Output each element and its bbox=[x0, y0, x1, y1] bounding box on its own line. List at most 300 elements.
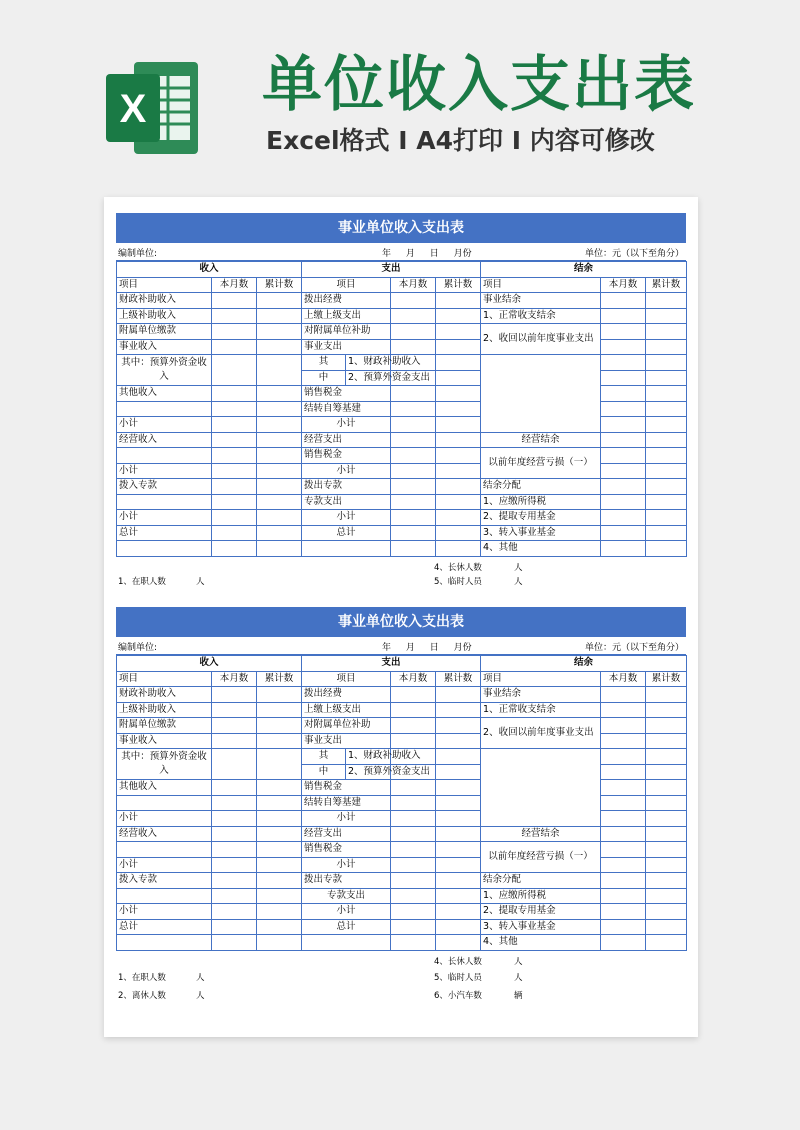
cell[interactable] bbox=[212, 795, 257, 811]
cell[interactable] bbox=[436, 749, 481, 765]
cell[interactable] bbox=[212, 687, 257, 703]
balance-item: 以前年度经营亏损（一） bbox=[481, 842, 601, 873]
footer-staff: 1、在职人数 bbox=[118, 576, 166, 587]
cell[interactable] bbox=[436, 386, 481, 402]
cell[interactable] bbox=[646, 541, 687, 557]
cell[interactable] bbox=[436, 401, 481, 417]
income-item bbox=[117, 842, 212, 858]
balance-item: 以前年度经营亏损（一） bbox=[481, 448, 601, 479]
cell[interactable] bbox=[391, 479, 436, 495]
balance-item: 结余分配 bbox=[481, 873, 601, 889]
expense-item: 小计 bbox=[302, 417, 391, 433]
cell[interactable] bbox=[601, 386, 646, 402]
cell[interactable] bbox=[212, 733, 257, 749]
cell[interactable] bbox=[646, 324, 687, 340]
cell[interactable] bbox=[257, 355, 302, 386]
cell[interactable] bbox=[257, 749, 302, 780]
cell[interactable] bbox=[212, 355, 257, 386]
cell[interactable] bbox=[601, 293, 646, 309]
balance-item: 经营结余 bbox=[481, 432, 601, 448]
income-item: 经营收入 bbox=[117, 826, 212, 842]
cell[interactable] bbox=[212, 339, 257, 355]
table-row bbox=[117, 842, 687, 858]
cell[interactable] bbox=[436, 718, 481, 734]
cell[interactable] bbox=[257, 935, 302, 951]
cell[interactable] bbox=[257, 401, 302, 417]
cell[interactable] bbox=[601, 541, 646, 557]
cell[interactable] bbox=[257, 432, 302, 448]
cell[interactable] bbox=[212, 702, 257, 718]
expense-item: 拨出专款 bbox=[302, 873, 391, 889]
cell[interactable] bbox=[436, 494, 481, 510]
cell[interactable] bbox=[257, 293, 302, 309]
income-item: 其他收入 bbox=[117, 780, 212, 796]
balance-item: 事业结余 bbox=[481, 687, 601, 703]
cell[interactable] bbox=[212, 308, 257, 324]
cell[interactable] bbox=[391, 935, 436, 951]
income-item: 附属单位缴款 bbox=[117, 324, 212, 340]
cell[interactable] bbox=[212, 386, 257, 402]
income-item bbox=[117, 888, 212, 904]
table-row bbox=[117, 494, 687, 510]
cell[interactable] bbox=[257, 525, 302, 541]
footer-staff: 1、在职人数 bbox=[118, 972, 166, 983]
cell[interactable] bbox=[257, 494, 302, 510]
balance-item: 事业结余 bbox=[481, 293, 601, 309]
cell[interactable] bbox=[391, 510, 436, 526]
cell[interactable] bbox=[646, 826, 687, 842]
cell[interactable] bbox=[391, 541, 436, 557]
cell[interactable] bbox=[257, 904, 302, 920]
cell[interactable] bbox=[601, 702, 646, 718]
income-item: 总计 bbox=[117, 919, 212, 935]
col-month: 本月数 bbox=[391, 671, 436, 687]
cell[interactable] bbox=[212, 718, 257, 734]
cell[interactable] bbox=[601, 826, 646, 842]
cell[interactable] bbox=[436, 324, 481, 340]
unit-label: 编制单位: bbox=[118, 249, 158, 259]
cell[interactable] bbox=[436, 417, 481, 433]
expense-item: 小计 bbox=[302, 463, 391, 479]
cell[interactable] bbox=[646, 780, 687, 796]
cell[interactable] bbox=[436, 780, 481, 796]
expense-item: 对附属单位补助 bbox=[302, 718, 391, 734]
unit-label: 编制单位: bbox=[118, 643, 158, 653]
sheet-footer bbox=[116, 557, 686, 589]
cell[interactable] bbox=[391, 780, 436, 796]
table-row bbox=[117, 718, 687, 734]
cell[interactable] bbox=[257, 733, 302, 749]
cell[interactable] bbox=[391, 733, 436, 749]
cell[interactable] bbox=[646, 795, 687, 811]
cell[interactable] bbox=[436, 432, 481, 448]
expense-item: 总计 bbox=[302, 525, 391, 541]
cell[interactable] bbox=[601, 370, 646, 386]
cell[interactable] bbox=[436, 919, 481, 935]
table-row bbox=[117, 417, 687, 433]
cell[interactable] bbox=[436, 904, 481, 920]
balance-item: 1、应缴所得税 bbox=[481, 888, 601, 904]
balance-item: 3、转入事业基金 bbox=[481, 919, 601, 935]
cell[interactable] bbox=[601, 935, 646, 951]
cell[interactable] bbox=[257, 463, 302, 479]
cell[interactable] bbox=[212, 749, 257, 780]
expense-item: 总计 bbox=[302, 919, 391, 935]
cell[interactable] bbox=[436, 308, 481, 324]
balance-item: 2、提取专用基金 bbox=[481, 510, 601, 526]
cell[interactable] bbox=[436, 873, 481, 889]
table-row bbox=[117, 401, 687, 417]
cell[interactable] bbox=[646, 811, 687, 827]
cell[interactable] bbox=[212, 935, 257, 951]
table-row bbox=[117, 525, 687, 541]
income-item: 总计 bbox=[117, 525, 212, 541]
table-row bbox=[117, 355, 687, 371]
income-item: 其中：预算外资金收入 bbox=[117, 749, 212, 780]
income-item: 其中：预算外资金收入 bbox=[117, 355, 212, 386]
cell[interactable] bbox=[257, 873, 302, 889]
cell[interactable] bbox=[601, 463, 646, 479]
cell[interactable] bbox=[436, 370, 481, 386]
cell[interactable] bbox=[257, 811, 302, 827]
cell[interactable] bbox=[391, 718, 436, 734]
income-expense-table bbox=[116, 261, 687, 557]
cell[interactable] bbox=[601, 888, 646, 904]
cell[interactable] bbox=[601, 733, 646, 749]
expense-item: 销售税金 bbox=[302, 842, 391, 858]
cell[interactable] bbox=[601, 857, 646, 873]
cell[interactable] bbox=[601, 780, 646, 796]
cell[interactable] bbox=[257, 448, 302, 464]
cell[interactable] bbox=[646, 308, 687, 324]
cell[interactable] bbox=[646, 370, 687, 386]
cell[interactable] bbox=[646, 718, 687, 734]
table-row bbox=[117, 432, 687, 448]
cell[interactable] bbox=[601, 718, 646, 734]
table-row bbox=[117, 324, 687, 340]
cell[interactable] bbox=[257, 541, 302, 557]
expense-item: 事业支出 bbox=[302, 733, 391, 749]
cell[interactable] bbox=[391, 857, 436, 873]
cell[interactable] bbox=[257, 826, 302, 842]
income-item: 经营收入 bbox=[117, 432, 212, 448]
table-row bbox=[117, 826, 687, 842]
table-row bbox=[117, 541, 687, 557]
cell[interactable] bbox=[601, 417, 646, 433]
cell[interactable] bbox=[212, 842, 257, 858]
cell[interactable] bbox=[646, 687, 687, 703]
balance-item: 经营结余 bbox=[481, 826, 601, 842]
cell[interactable] bbox=[391, 826, 436, 842]
cell[interactable] bbox=[646, 919, 687, 935]
cell[interactable] bbox=[601, 749, 646, 765]
cell[interactable] bbox=[646, 702, 687, 718]
cell[interactable] bbox=[646, 463, 687, 479]
footer-unit: 人 bbox=[514, 956, 523, 967]
date-label: 年 月 日 月份 bbox=[382, 643, 472, 653]
cell[interactable] bbox=[391, 448, 436, 464]
cell[interactable] bbox=[436, 525, 481, 541]
cell[interactable] bbox=[601, 873, 646, 889]
cell[interactable] bbox=[212, 826, 257, 842]
cell[interactable] bbox=[391, 811, 436, 827]
cell[interactable] bbox=[391, 904, 436, 920]
cell[interactable] bbox=[391, 401, 436, 417]
cell[interactable] bbox=[436, 293, 481, 309]
cell[interactable] bbox=[391, 417, 436, 433]
table-row bbox=[117, 919, 687, 935]
cell[interactable] bbox=[601, 795, 646, 811]
cell[interactable] bbox=[257, 702, 302, 718]
cell[interactable] bbox=[302, 935, 391, 951]
cell[interactable] bbox=[436, 795, 481, 811]
cell[interactable] bbox=[601, 448, 646, 464]
cell[interactable] bbox=[212, 904, 257, 920]
cell[interactable] bbox=[257, 386, 302, 402]
cell[interactable] bbox=[646, 386, 687, 402]
cell[interactable] bbox=[646, 935, 687, 951]
cell[interactable] bbox=[436, 339, 481, 355]
cell[interactable] bbox=[646, 764, 687, 780]
col-cum: 累计数 bbox=[436, 671, 481, 687]
cell[interactable] bbox=[391, 687, 436, 703]
table-row bbox=[117, 386, 687, 402]
cell[interactable] bbox=[436, 857, 481, 873]
cell[interactable] bbox=[257, 479, 302, 495]
cell[interactable] bbox=[601, 525, 646, 541]
money-unit-label: 单位：元（以下至角分） bbox=[584, 643, 684, 653]
expense-item: 拨出专款 bbox=[302, 479, 391, 495]
cell[interactable] bbox=[212, 919, 257, 935]
cell[interactable] bbox=[117, 935, 212, 951]
cell[interactable] bbox=[257, 417, 302, 433]
expense-sub-item: 2、预算外资金支出 bbox=[346, 764, 391, 780]
expense-item: 经营支出 bbox=[302, 432, 391, 448]
cell[interactable] bbox=[212, 811, 257, 827]
col-cum: 累计数 bbox=[646, 277, 687, 293]
income-item: 事业收入 bbox=[117, 339, 212, 355]
cell[interactable] bbox=[436, 935, 481, 951]
cell[interactable] bbox=[601, 811, 646, 827]
cell[interactable] bbox=[646, 857, 687, 873]
footer-cars: 6、小汽车数 bbox=[434, 990, 482, 1001]
cell[interactable] bbox=[646, 355, 687, 371]
cell[interactable] bbox=[257, 308, 302, 324]
income-expense-table bbox=[116, 655, 687, 951]
cell[interactable] bbox=[601, 339, 646, 355]
cell[interactable] bbox=[646, 842, 687, 858]
cell[interactable] bbox=[436, 842, 481, 858]
cell[interactable] bbox=[436, 463, 481, 479]
income-item bbox=[117, 494, 212, 510]
cell[interactable] bbox=[257, 919, 302, 935]
col-month: 本月数 bbox=[212, 671, 257, 687]
footer-long-leave: 4、长休人数 bbox=[434, 562, 482, 573]
cell[interactable] bbox=[257, 795, 302, 811]
expense-item: 小计 bbox=[302, 510, 391, 526]
cell[interactable] bbox=[391, 873, 436, 889]
cell[interactable] bbox=[391, 919, 436, 935]
cell[interactable] bbox=[212, 888, 257, 904]
cell[interactable] bbox=[117, 541, 212, 557]
cell[interactable] bbox=[601, 842, 646, 858]
income-item bbox=[117, 448, 212, 464]
cell[interactable] bbox=[646, 904, 687, 920]
cell[interactable] bbox=[436, 888, 481, 904]
cell[interactable] bbox=[212, 857, 257, 873]
expense-item: 拨出经费 bbox=[302, 687, 391, 703]
cell[interactable] bbox=[257, 510, 302, 526]
expense-item: 结转自筹基建 bbox=[302, 795, 391, 811]
income-item: 上级补助收入 bbox=[117, 702, 212, 718]
footer-unit: 人 bbox=[514, 972, 523, 983]
cell[interactable] bbox=[601, 494, 646, 510]
cell[interactable] bbox=[212, 541, 257, 557]
income-item: 事业收入 bbox=[117, 733, 212, 749]
cell[interactable] bbox=[391, 463, 436, 479]
cell[interactable] bbox=[212, 463, 257, 479]
income-item: 财政补助收入 bbox=[117, 687, 212, 703]
cell[interactable] bbox=[436, 479, 481, 495]
cell[interactable] bbox=[212, 510, 257, 526]
cell[interactable] bbox=[436, 702, 481, 718]
balance-item: 1、正常收支结余 bbox=[481, 308, 601, 324]
col-item: 项目 bbox=[117, 671, 212, 687]
cell[interactable] bbox=[646, 749, 687, 765]
cell[interactable] bbox=[646, 401, 687, 417]
balance-item: 1、正常收支结余 bbox=[481, 702, 601, 718]
column-header-row bbox=[117, 671, 687, 687]
cell[interactable] bbox=[436, 826, 481, 842]
balance-item: 4、其他 bbox=[481, 935, 601, 951]
cell[interactable] bbox=[212, 873, 257, 889]
cell[interactable] bbox=[257, 888, 302, 904]
cell[interactable] bbox=[257, 718, 302, 734]
col-item: 项目 bbox=[481, 671, 601, 687]
cell[interactable] bbox=[646, 888, 687, 904]
sheet-info-row bbox=[116, 243, 686, 261]
cell[interactable] bbox=[212, 494, 257, 510]
cell[interactable] bbox=[601, 401, 646, 417]
expense-item: 小计 bbox=[302, 904, 391, 920]
cell[interactable] bbox=[212, 417, 257, 433]
cell[interactable] bbox=[646, 479, 687, 495]
cell[interactable] bbox=[646, 733, 687, 749]
cell[interactable] bbox=[212, 525, 257, 541]
cell[interactable] bbox=[646, 494, 687, 510]
cell[interactable] bbox=[601, 479, 646, 495]
balance-item: 4、其他 bbox=[481, 541, 601, 557]
cell[interactable] bbox=[646, 293, 687, 309]
cell[interactable] bbox=[391, 494, 436, 510]
cell[interactable] bbox=[646, 432, 687, 448]
cell[interactable] bbox=[646, 873, 687, 889]
cell[interactable] bbox=[257, 324, 302, 340]
cell[interactable] bbox=[257, 687, 302, 703]
cell[interactable] bbox=[391, 888, 436, 904]
footer-retired: 2、离休人数 bbox=[118, 990, 166, 1001]
footer-unit: 人 bbox=[196, 576, 205, 587]
cell[interactable] bbox=[391, 702, 436, 718]
cell[interactable] bbox=[646, 525, 687, 541]
sheet-footer bbox=[116, 951, 686, 1007]
column-header-row bbox=[117, 277, 687, 293]
cell[interactable] bbox=[436, 764, 481, 780]
cell[interactable] bbox=[436, 510, 481, 526]
cell[interactable] bbox=[646, 448, 687, 464]
table-row bbox=[117, 780, 687, 796]
cell[interactable] bbox=[601, 510, 646, 526]
expense-item: 对附属单位补助 bbox=[302, 324, 391, 340]
cell[interactable] bbox=[391, 795, 436, 811]
cell[interactable] bbox=[212, 780, 257, 796]
cell[interactable] bbox=[601, 308, 646, 324]
cell[interactable] bbox=[212, 432, 257, 448]
cell[interactable] bbox=[391, 339, 436, 355]
section-income: 收入 bbox=[117, 262, 302, 278]
section-balance: 结余 bbox=[481, 262, 687, 278]
cell[interactable] bbox=[391, 842, 436, 858]
col-month: 本月数 bbox=[601, 671, 646, 687]
cell[interactable] bbox=[436, 687, 481, 703]
sheet-title: 事业单位收入支出表 bbox=[116, 213, 686, 243]
table-row bbox=[117, 904, 687, 920]
cell[interactable] bbox=[601, 904, 646, 920]
cell[interactable] bbox=[646, 417, 687, 433]
cell[interactable] bbox=[212, 324, 257, 340]
cell[interactable] bbox=[436, 355, 481, 371]
cell[interactable] bbox=[436, 733, 481, 749]
cell[interactable] bbox=[436, 541, 481, 557]
cell[interactable] bbox=[601, 764, 646, 780]
cell[interactable] bbox=[257, 339, 302, 355]
cell[interactable] bbox=[257, 842, 302, 858]
cell[interactable] bbox=[302, 541, 391, 557]
cell[interactable] bbox=[646, 510, 687, 526]
cell[interactable] bbox=[212, 293, 257, 309]
cell[interactable] bbox=[601, 324, 646, 340]
cell[interactable] bbox=[212, 448, 257, 464]
income-item: 其他收入 bbox=[117, 386, 212, 402]
cell[interactable] bbox=[257, 780, 302, 796]
cell[interactable] bbox=[212, 401, 257, 417]
cell[interactable] bbox=[391, 324, 436, 340]
cell[interactable] bbox=[257, 857, 302, 873]
cell[interactable] bbox=[212, 479, 257, 495]
sheet-info-row bbox=[116, 637, 686, 655]
cell[interactable] bbox=[391, 525, 436, 541]
table-row bbox=[117, 873, 687, 889]
expense-item: 经营支出 bbox=[302, 826, 391, 842]
logo-letter: X bbox=[119, 87, 147, 131]
cell[interactable] bbox=[601, 687, 646, 703]
cell[interactable] bbox=[601, 919, 646, 935]
col-month: 本月数 bbox=[212, 277, 257, 293]
cell[interactable] bbox=[646, 339, 687, 355]
cell[interactable] bbox=[436, 448, 481, 464]
cell[interactable] bbox=[391, 293, 436, 309]
cell[interactable] bbox=[436, 811, 481, 827]
cell[interactable] bbox=[391, 386, 436, 402]
cell[interactable] bbox=[601, 432, 646, 448]
table-row bbox=[117, 888, 687, 904]
cell[interactable] bbox=[391, 308, 436, 324]
cell[interactable] bbox=[601, 355, 646, 371]
table-row bbox=[117, 308, 687, 324]
cell[interactable] bbox=[391, 432, 436, 448]
table-row bbox=[117, 935, 687, 951]
income-item: 拨入专款 bbox=[117, 873, 212, 889]
